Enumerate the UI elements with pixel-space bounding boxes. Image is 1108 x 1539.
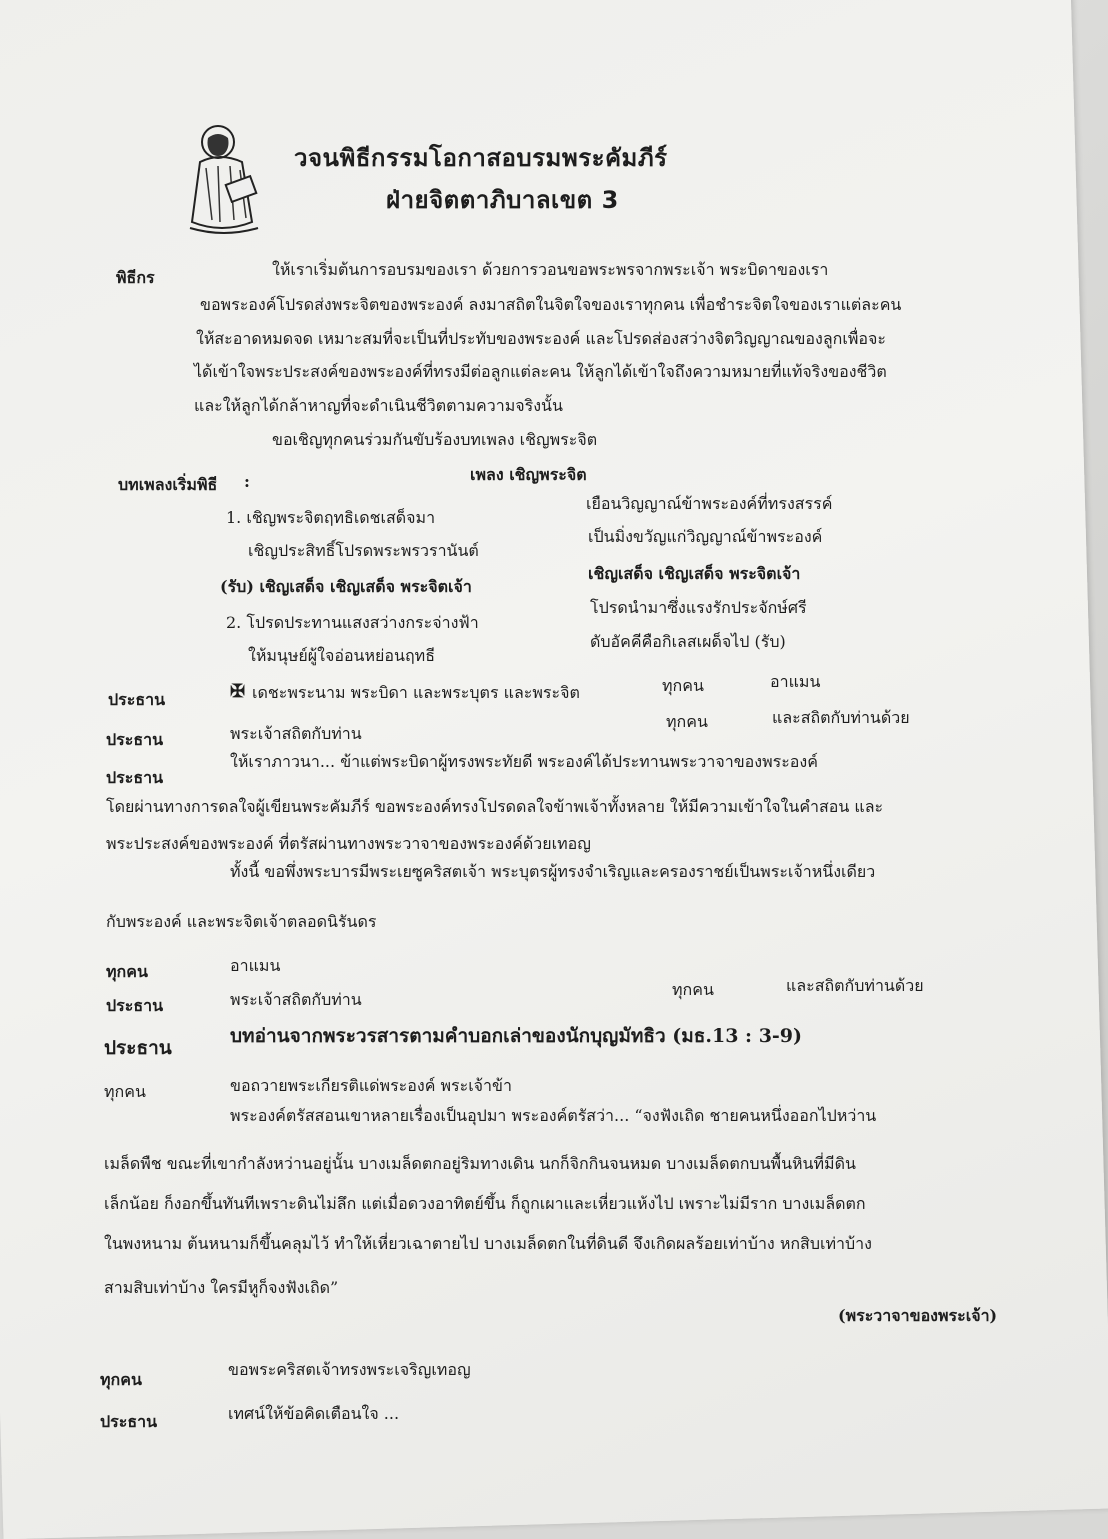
opening-line: ขอพระองค์โปรดส่งพระจิตของพระองค์ ลงมาสถิตในจิตใจของเราทุกคน เพื่อชำระจิตใจของเราแต่ละคน bbox=[200, 295, 902, 314]
gospel-response: ขอถวายพระเกียรติแด่พระองค์ พระเจ้าข้า bbox=[230, 1076, 512, 1095]
dialogue-text: พระเจ้าสถิตกับท่าน bbox=[230, 990, 362, 1009]
cross-icon: ✠ bbox=[230, 681, 246, 702]
verse-line: โปรดนำมาซึ่งแรงรักประจักษ์ศรี bbox=[590, 598, 807, 617]
dialogue-text: เทศน์ให้ข้อคิดเตือนใจ ... bbox=[228, 1404, 400, 1423]
gospel-line: พระองค์ตรัสสอนเขาหลายเรื่องเป็นอุปมา พระองค์ตรัสว่า... “จงฟังเถิด ชายคนหนึ่งออกไปหว่าน bbox=[230, 1106, 877, 1125]
prayer-line: โดยผ่านทางการดลใจผู้เขียนพระคัมภีร์ ขอพระองค์ทรงโปรดดลใจข้าพเจ้าทั้งหลาย ให้มีความเข้าใจในคำสอน และ bbox=[106, 797, 884, 816]
gospel-closing: (พระวาจาของพระเจ้า) bbox=[838, 1306, 998, 1325]
refrain-line: (รับ) เชิญเสด็จ เชิญเสด็จ พระจิตเจ้า bbox=[220, 577, 472, 596]
response-label: ทุกคน bbox=[672, 980, 714, 999]
response-text: อาแมน bbox=[770, 672, 821, 691]
opening-line: ได้เข้าใจพระประสงค์ของพระองค์ที่ทรงมีต่อลูกแต่ละคน ให้ลูกได้เข้าใจถึงความหมายที่แท้จริงของชีวิต bbox=[194, 362, 887, 381]
speaker-label: ประธาน bbox=[108, 690, 166, 709]
dialogue-text: พระเจ้าสถิตกับท่าน bbox=[230, 724, 362, 743]
verse-line: เป็นมิ่งขวัญแก่วิญญาณ์ข้าพระองค์ bbox=[588, 527, 823, 546]
response-label: ทุกคน bbox=[662, 676, 704, 695]
prayer-line: ให้เราภาวนา... ข้าแต่พระบิดาผู้ทรงพระทัยดี พระองค์ได้ประทานพระวาจาของพระองค์ bbox=[230, 752, 818, 771]
verse-line: ดับอัคคีคือกิเลสเผด็จไป (รับ) bbox=[590, 632, 786, 651]
verse-line: ให้มนุษย์ผู้ใจอ่อนหย่อนฤทธี bbox=[248, 646, 435, 665]
prayer-line: กับพระองค์ และพระจิตเจ้าตลอดนิรันดร bbox=[106, 912, 377, 931]
gospel-line: สามสิบเท่าบ้าง ใครมีหูก็จงฟังเถิด” bbox=[104, 1278, 339, 1297]
speaker-label: ทุกคน bbox=[106, 962, 148, 981]
saint-emblem-icon bbox=[184, 124, 264, 238]
speaker-label: พิธีกร bbox=[116, 268, 155, 287]
speaker-label: ประธาน bbox=[106, 996, 164, 1015]
gospel-line: เล็กน้อย ก็งอกขึ้นทันทีเพราะดินไม่ลึก แต่เมื่อดวงอาทิตย์ขึ้น ก็ถูกเผาและเหี่ยวแห้งไป เพราะไม่มีราก บางเมล็ดตก bbox=[104, 1194, 866, 1213]
speaker-label: ประธาน bbox=[104, 1037, 172, 1059]
prayer-line: พระประสงค์ของพระองค์ ที่ตรัสผ่านทางพระวาจาของพระองค์ด้วยเทอญ bbox=[106, 834, 591, 853]
verse-line: 2. โปรดประทานแสงสว่างกระจ่างฟ้า bbox=[226, 613, 479, 632]
gospel-line: เมล็ดพืช ขณะที่เขากำลังหว่านอยู่นั้น บางเมล็ดตกอยู่ริมทางเดิน นกก็จิกกินจนหมด บางเมล็ดตกบนพื้นหินที่มีดิน bbox=[104, 1154, 856, 1173]
song-label: บทเพลงเริ่มพิธี bbox=[118, 475, 218, 494]
refrain-line: เชิญเสด็จ เชิญเสด็จ พระจิตเจ้า bbox=[588, 564, 801, 583]
dialogue-text: เดชะพระนาม พระบิดา และพระบุตร และพระจิต bbox=[252, 683, 580, 702]
verse-line: เยือนวิญญาณ์ข้าพระองค์ที่ทรงสรรค์ bbox=[586, 494, 833, 513]
speaker-label: ทุกคน bbox=[100, 1370, 142, 1389]
response-label: ทุกคน bbox=[666, 712, 708, 731]
prayer-line: ทั้งนี้ ขอพึ่งพระบารมีพระเยซูคริสตเจ้า พระบุตรผู้ทรงจำเริญและครองราชย์เป็นพระเจ้าหนึ่งเดียว bbox=[230, 862, 876, 881]
speaker-label: ทุกคน bbox=[104, 1082, 146, 1101]
dialogue-text: ขอพระคริสตเจ้าทรงพระเจริญเทอญ bbox=[228, 1360, 471, 1379]
opening-line: ให้เราเริ่มต้นการอบรมของเรา ด้วยการวอนขอพระพรจากพระเจ้า พระบิดาของเรา bbox=[272, 260, 829, 279]
opening-line: และให้ลูกได้กล้าหาญที่จะดำเนินชีวิตตามความจริงนั้น bbox=[194, 396, 563, 415]
document-subtitle: ฝ่ายจิตตาภิบาลเขต 3 bbox=[386, 186, 619, 214]
invitation-line: ขอเชิญทุกคนร่วมกันขับร้องบทเพลง เชิญพระจิต bbox=[272, 430, 598, 449]
response-text: และสถิตกับท่านด้วย bbox=[786, 976, 924, 995]
song-title: เพลง เชิญพระจิต bbox=[470, 465, 587, 484]
dialogue-text: อาแมน bbox=[230, 956, 281, 975]
gospel-line: ในพงหนาม ต้นหนามก็ขึ้นคลุมไว้ ทำให้เหี่ยวเฉาตายไป บางเมล็ดตกในที่ดินดี จึงเกิดผลร้อยเท่าบ้าง หกสิบเท่าบ้าง bbox=[104, 1234, 872, 1253]
speaker-label: ประธาน bbox=[100, 1412, 158, 1431]
verse-line: 1. เชิญพระจิตฤทธิเดชเสด็จมา bbox=[226, 508, 436, 527]
speaker-label: ประธาน bbox=[106, 730, 164, 749]
verse-line: เชิญประสิทธิ์โปรดพระพรวรานันต์ bbox=[248, 541, 479, 560]
gospel-heading: บทอ่านจากพระวรสารตามคำบอกเล่าของนักบุญมัทธิว (มธ.13 : 3-9) bbox=[230, 1025, 803, 1047]
response-text: และสถิตกับท่านด้วย bbox=[772, 708, 910, 727]
song-colon: : bbox=[244, 472, 250, 491]
document-title: วจนพิธีกรรมโอกาสอบรมพระคัมภีร์ bbox=[294, 144, 668, 172]
opening-line: ให้สะอาดหมดจด เหมาะสมที่จะเป็นที่ประทับของพระองค์ และโปรดส่องสว่างจิตวิญญาณของลูกเพื่อจะ bbox=[196, 329, 886, 348]
speaker-label: ประธาน bbox=[106, 768, 164, 787]
